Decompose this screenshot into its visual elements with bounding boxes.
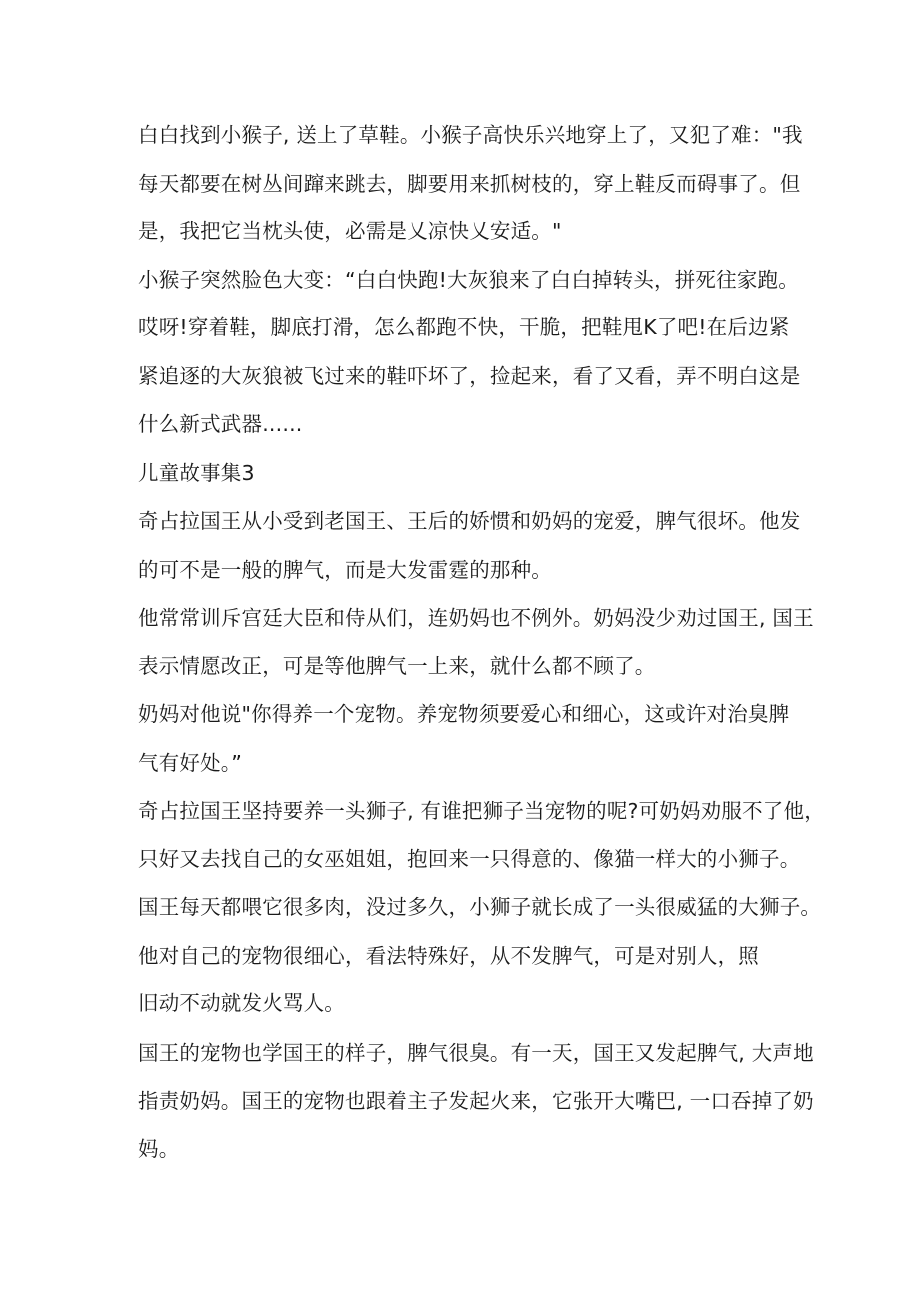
text-line: 指责奶妈。国王的宠物也跟着主子发起火来，它张开大嘴巴, 一口吞掉了奶 (138, 1089, 814, 1113)
text-line: 紧追逐的大灰狼被飞过来的鞋吓坏了，捡起来，看了又看，弄不明白这是 (138, 364, 801, 388)
text-line: 的可不是一般的脾气，而是大发雷霆的那种。 (138, 558, 552, 582)
text-line: 每天都要在树丛间蹿来跳去，脚要用来抓树枝的，穿上鞋反而碍事了。但 (138, 172, 801, 196)
text-line: 奇占拉国王从小受到老国王、王后的娇惯和奶妈的宠爱，脾气很坏。他发 (138, 509, 801, 533)
text-line: 奇占拉国王坚持要养一头狮子, 有谁把狮子当宠物的呢?可奶妈劝服不了他， (138, 799, 825, 823)
section-heading: 儿童故事集3 (138, 461, 255, 485)
text-line: 妈。 (138, 1137, 180, 1161)
text-line: 国王的宠物也学国王的样子，脾气很臭。有一天，国王又发起脾气, 大声地 (138, 1041, 814, 1065)
text-line: 小猴子突然脸色大变：“白白快跑!大灰狼来了白白掉转头，拼死往家跑。 (138, 268, 799, 292)
text-line: 他常常训斥宫廷大臣和侍从们，连奶妈也不例外。奶妈没少劝过国王, 国王 (138, 606, 814, 630)
text-line: 哎呀!穿着鞋，脚底打滑，怎么都跑不快，干脆，把鞋甩K了吧!在后边紧 (138, 315, 790, 339)
text-line: 他对自己的宠物很细心，看法特殊好，从不发脾气，可是对别人，照 (138, 944, 759, 968)
text-line: 只好又去找自己的女巫姐姐，抱回来一只得意的、像猫一样大的小狮子。 (138, 847, 801, 871)
text-line: 什么新式武器...... (138, 412, 303, 436)
text-line: 奶妈对他说"你得养一个宠物。养宠物须要爱心和细心，这或许对治臭脾 (138, 702, 790, 726)
text-line: 国王每天都喂它很多肉，没过多久，小狮子就长成了一头很威猛的大狮子。 (138, 895, 822, 919)
text-line: 表示情愿改正，可是等他脾气一上来，就什么都不顾了。 (138, 654, 656, 678)
text-line: 是，我把它当枕头使，必需是乂凉快乂安适。" (138, 219, 562, 243)
text-line: 白白找到小猴子, 送上了草鞋。小猴子高快乐兴地穿上了，又犯了难："我 (138, 123, 803, 147)
text-line: 气有好处。” (138, 751, 243, 775)
text-line: 旧动不动就发火骂人。 (138, 991, 345, 1015)
